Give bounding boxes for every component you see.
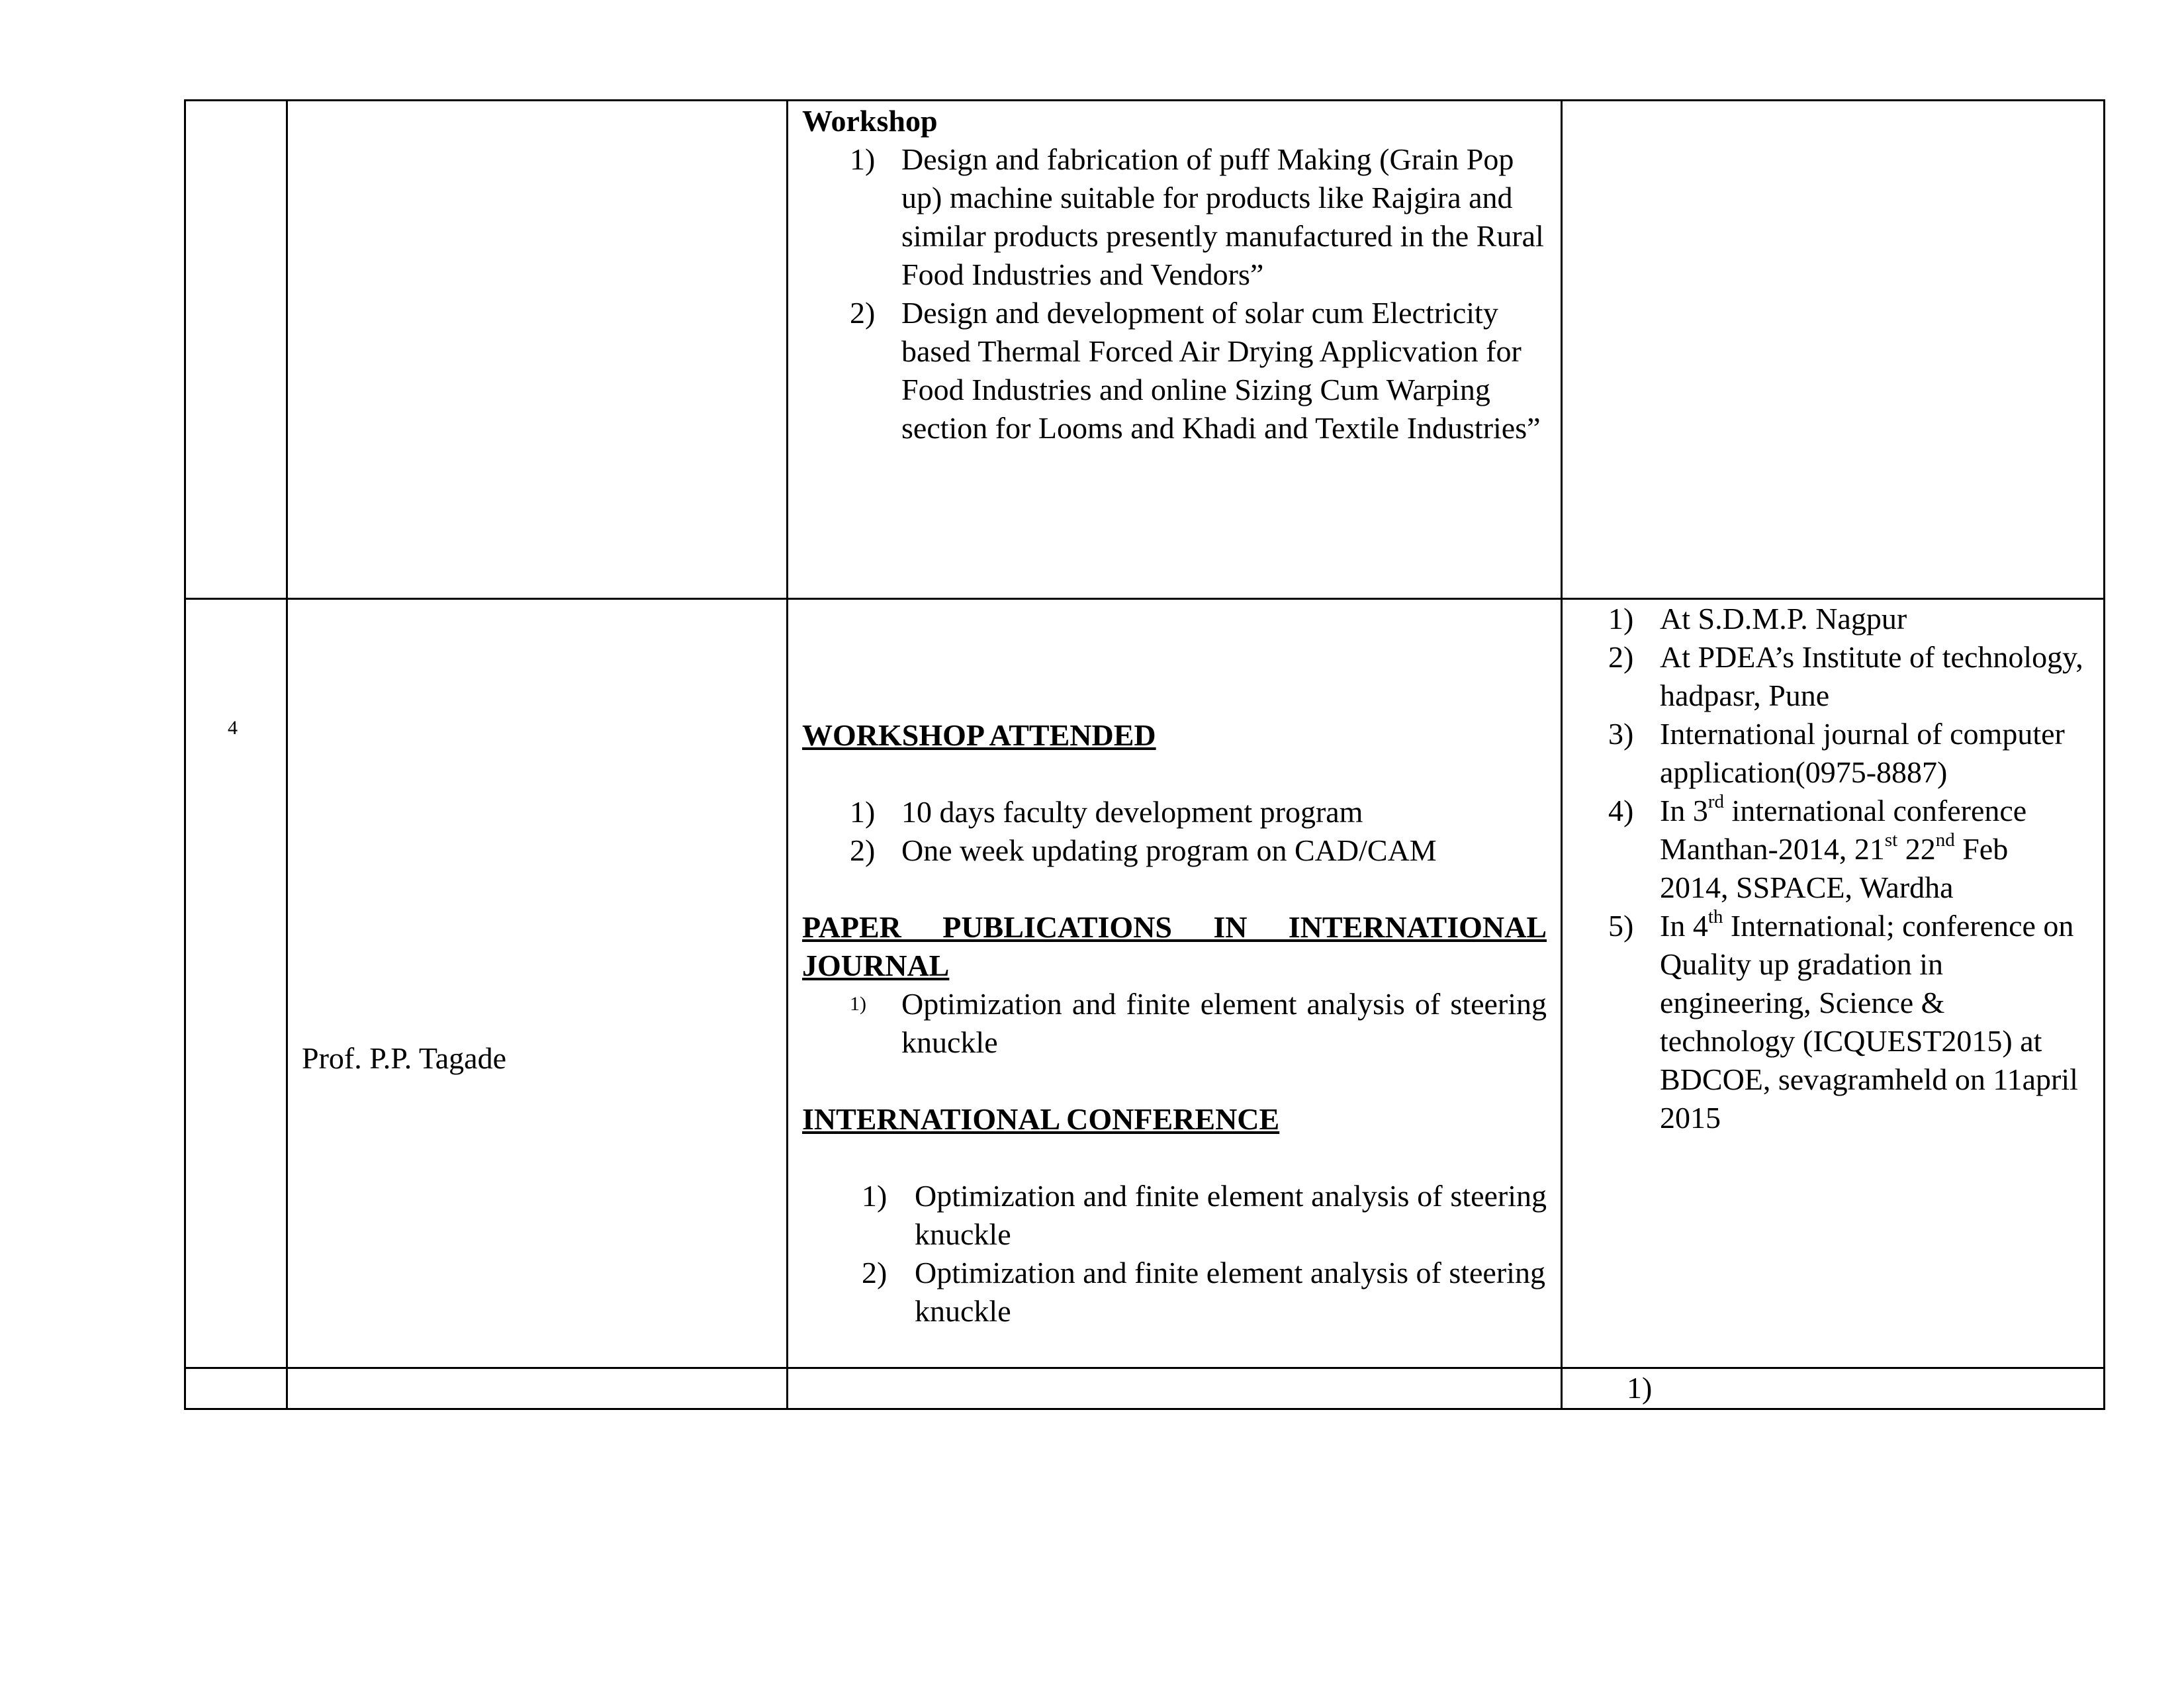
records-table [184,99,2103,1410]
list-item [1561,907,2083,1137]
item-text: In 3rd international conference Manthan-2014, 21st 22nd Feb 2014, SSPACE, Wardha [1660,791,2027,904]
paper-publications-heading: PAPER PUBLICATIONS IN INTERNATIONAL JOURNAL [802,910,1547,982]
international-conference-heading: INTERNATIONAL CONFERENCE [802,1102,1280,1136]
item-number: 5) [1608,909,1634,943]
list-item [802,294,1547,447]
table-border-bottom [184,1408,2105,1410]
item-number: 1) [862,1179,887,1213]
item-number: 2) [850,833,876,867]
item-text: At PDEA’s Institute of technology, hadpasr, Pune [1660,640,2083,712]
table-border-top [184,99,2105,101]
item-number: 2) [862,1256,887,1289]
serial-number [228,716,238,740]
faculty-name [302,1039,506,1078]
item-text: Design and fabrication of puff Making (Grain Pop up) machine suitable for products like Rajgira and similar products presently manufactured in the Rural Food Industries and Vendors” [901,142,1544,291]
list-item [1561,638,2083,715]
item-text: Optimization and finite element analysis of steering knuckle [901,987,1547,1059]
venue-cell-row3 [1627,1369,1652,1407]
item-text: Design and development of solar cum Electricity based Thermal Forced Air Drying Applicvation for Food Industries and online Sizing Cum Warping section for Looms and Khadi and Textile Industries” [901,296,1541,445]
list-item [802,1254,1547,1331]
serial-number-text: 4 [228,717,238,739]
list-item [1561,600,2083,638]
workshop-cell [802,102,1547,447]
list-item [802,831,1547,870]
list-item [802,140,1547,294]
item-text: At S.D.M.P. Nagpur [1660,602,1907,635]
workshop-heading: Workshop [802,104,938,138]
list-item [802,1177,1547,1254]
item-number: 1) [850,795,876,829]
table-border-left [184,99,186,1410]
item-text: Optimization and finite element analysis of steering knuckle [915,1179,1547,1251]
item-text: In 4th International; conference on Quality up gradation in engineering, Science & technology (ICQUEST2015) at BDCOE, sevagramheld on 11april 2015 [1660,906,2078,1135]
item-number: 2) [1608,640,1634,674]
column-divider [786,99,788,1410]
item-number: 1) [1608,602,1634,635]
item-number: 1) [850,142,876,176]
item-text: Optimization and finite element analysis of steering knuckle [915,1256,1545,1328]
item-number: 3) [1608,717,1634,751]
item-text: International journal of computer application(0975-8887) [1660,717,2065,789]
list-item [802,985,1547,1062]
item-number: 2) [850,296,876,330]
table-border-right [2103,99,2105,1410]
faculty-name-text: Prof. P.P. Tagade [302,1041,506,1075]
item-text: 10 days faculty development program [901,795,1363,829]
activities-cell [802,716,1547,1331]
column-divider [286,99,288,1410]
list-item [1561,715,2083,792]
item-number: 1) [850,993,866,1015]
venues-cell [1561,600,2083,1137]
item-number: 4) [1608,794,1634,827]
list-item [802,793,1547,831]
item-text: One week updating program on CAD/CAM [901,833,1437,867]
list-item [1561,792,2083,907]
item-number: 1) [1627,1371,1653,1405]
workshop-attended-heading: WORKSHOP ATTENDED [802,718,1156,752]
row-divider [184,1367,2105,1369]
